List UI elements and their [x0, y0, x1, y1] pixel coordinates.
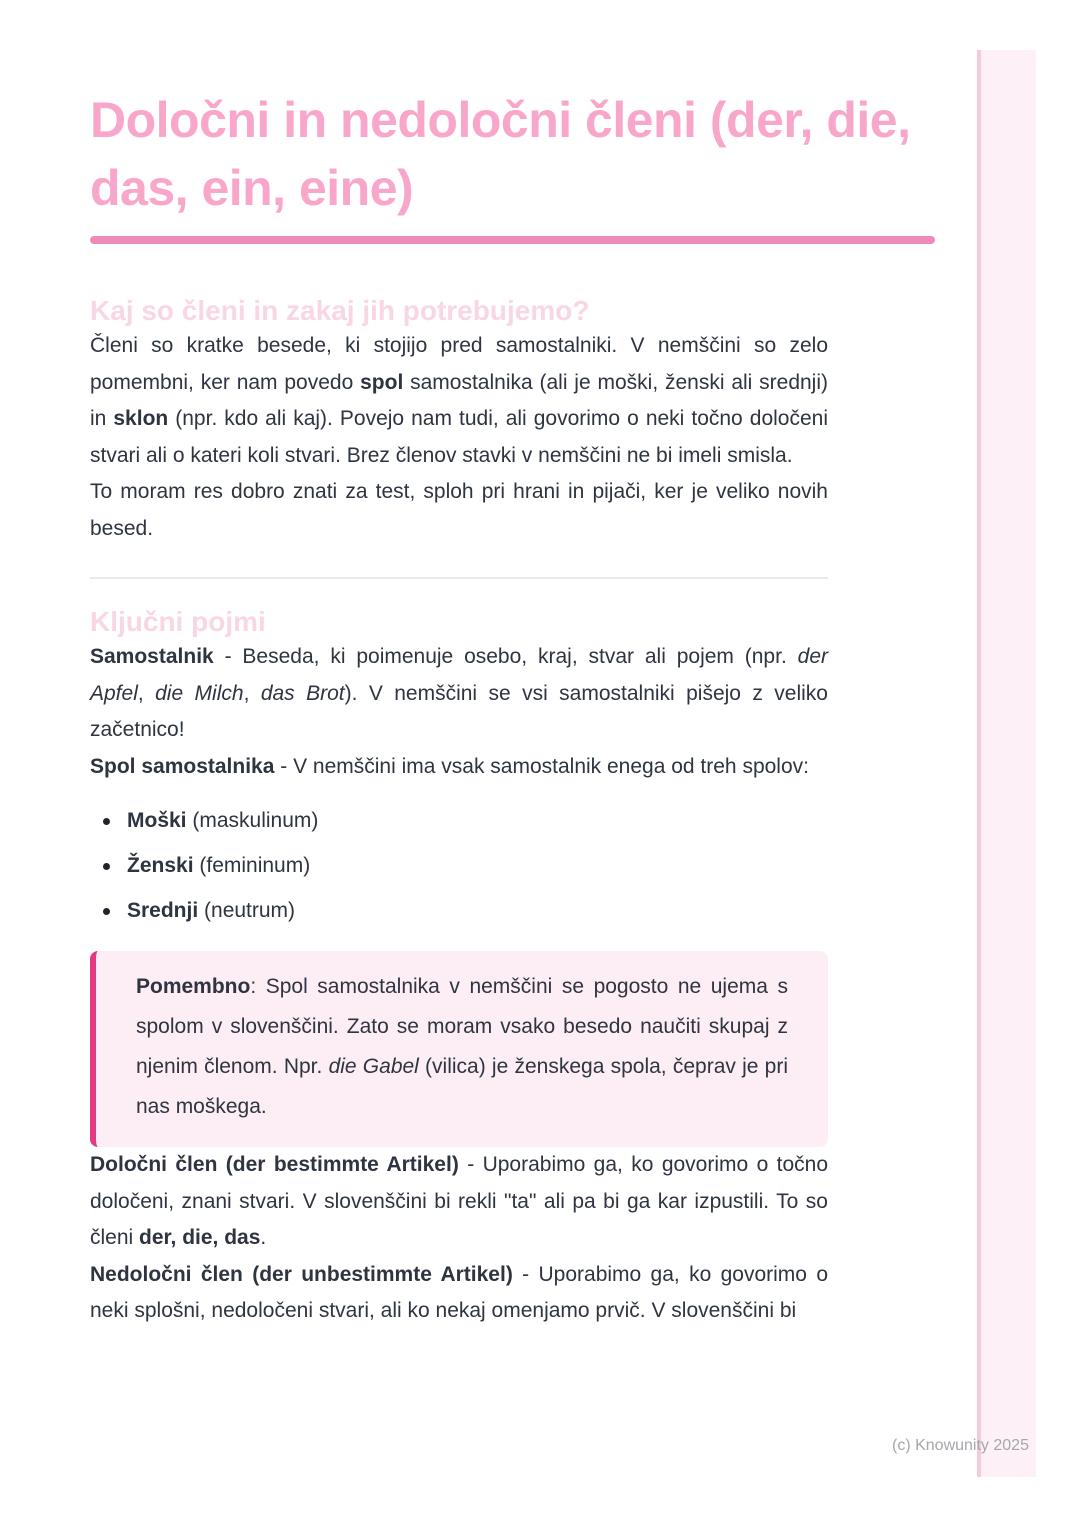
- list-item-neuter: [90, 893, 828, 929]
- text-run: (neutrum): [198, 899, 296, 922]
- term-bold-srednji: Srednji: [127, 899, 199, 922]
- term-bold-spol: spol: [360, 370, 404, 394]
- paragraph-noun-definition: [90, 639, 828, 749]
- paragraph-intro-1: [90, 328, 828, 474]
- paragraph-definite-article: [90, 1147, 828, 1257]
- text-run: (npr. kdo ali kaj). Povejo nam tudi, ali govorimo o neki točno določeni stvari ali o kateri koli stvari. Brez členov stavki v nemščini ne bi imeli smisla.: [90, 407, 828, 467]
- term-italic-das-brot: das Brot: [260, 681, 345, 705]
- section-divider: [90, 577, 828, 579]
- text-run: - V nemščini ima vsak samostalnik enega od treh spolov:: [274, 754, 809, 778]
- text-run: ). V nemščini se vsi samostalniki pišejo z veliko začetnico!: [90, 681, 828, 741]
- notes-page-content: [90, 0, 935, 1330]
- text-run: (maskulinum): [186, 809, 319, 832]
- text-run: .: [260, 1226, 267, 1249]
- gender-list: [90, 803, 828, 929]
- important-callout-box: [90, 951, 828, 1147]
- paragraph-indefinite-article: [90, 1257, 828, 1330]
- list-item-feminine: [90, 848, 828, 884]
- term-bold-spol-samostalnika: Spol samostalnika: [90, 754, 275, 778]
- title-underline-rule: [90, 236, 935, 244]
- text-run: ,: [137, 681, 156, 705]
- text-run: (vilica) je ženskega spola, čeprav je pri nas moškega.: [136, 1055, 788, 1118]
- term-bold-pomembno: Pomembno: [136, 975, 251, 998]
- page-title: Določni in nedoločni členi (der, die, das, ein, eine): [90, 92, 911, 216]
- term-bold-zenski: Ženski: [127, 854, 194, 877]
- term-italic-die-milch: die Milch: [155, 681, 244, 705]
- page-edge-accent-bar: [977, 50, 1036, 1477]
- term-bold-samostalnik: Samostalnik: [90, 645, 214, 668]
- term-bold-moski: Moški: [127, 809, 187, 832]
- term-bold-dolocni-clen: Določni člen (der bestimmte Artikel): [90, 1153, 459, 1176]
- text-run: samostalnika (ali je moški, ženski ali srednji) in: [90, 370, 829, 430]
- list-item-masculine: [90, 803, 828, 839]
- term-bold-nedolocni-clen: Nedoločni člen (der unbestimmte Artikel): [90, 1262, 513, 1286]
- text-run: Členi so kratke besede, ki stojijo pred samostalniki. V nemščini so zelo pomembni, ker nam povedo: [90, 334, 828, 394]
- text-run: : Spol samostalnika v nemščini se pogosto ne ujema s spolom v slovenščini. Zato se moram vsako besedo naučiti skupaj z njenim členom. Npr.: [136, 975, 788, 1078]
- text-run: - Beseda, ki poimenuje osebo, kraj, stvar ali pojem (npr.: [213, 645, 798, 668]
- section-heading-intro: Kaj so členi in zakaj jih potrebujemo?: [90, 295, 590, 326]
- text-run: - Uporabimo ga, ko govorimo o neki splošni, nedoločeni stvari, ali ko nekaj omenjamo prvič. V slovenščini bi: [90, 1262, 828, 1322]
- copyright-note: (c) Knowunity 2025: [892, 1437, 1029, 1454]
- section-heading-key-terms: Ključni pojmi: [90, 606, 266, 637]
- term-bold-der-die-das: der, die, das: [139, 1226, 261, 1249]
- text-run: - Uporabimo ga, ko govorimo o točno določeni, znani stvari. V slovenščini bi rekli "ta" ali pa bi ga kar izpustili. To so členi: [90, 1153, 828, 1249]
- term-italic-die-gabel: die Gabel: [328, 1055, 419, 1078]
- text-run: ,: [243, 681, 261, 705]
- term-italic-der-apfel: der Apfel: [90, 645, 828, 705]
- term-bold-sklon: sklon: [113, 407, 169, 430]
- callout-text: [136, 967, 788, 1127]
- paragraph-intro-2: To moram res dobro znati za test, sploh pri hrani in pijači, ker je veliko novih besed.: [90, 480, 828, 540]
- text-run: (femininum): [193, 854, 311, 877]
- paragraph-gender-intro: [90, 749, 828, 786]
